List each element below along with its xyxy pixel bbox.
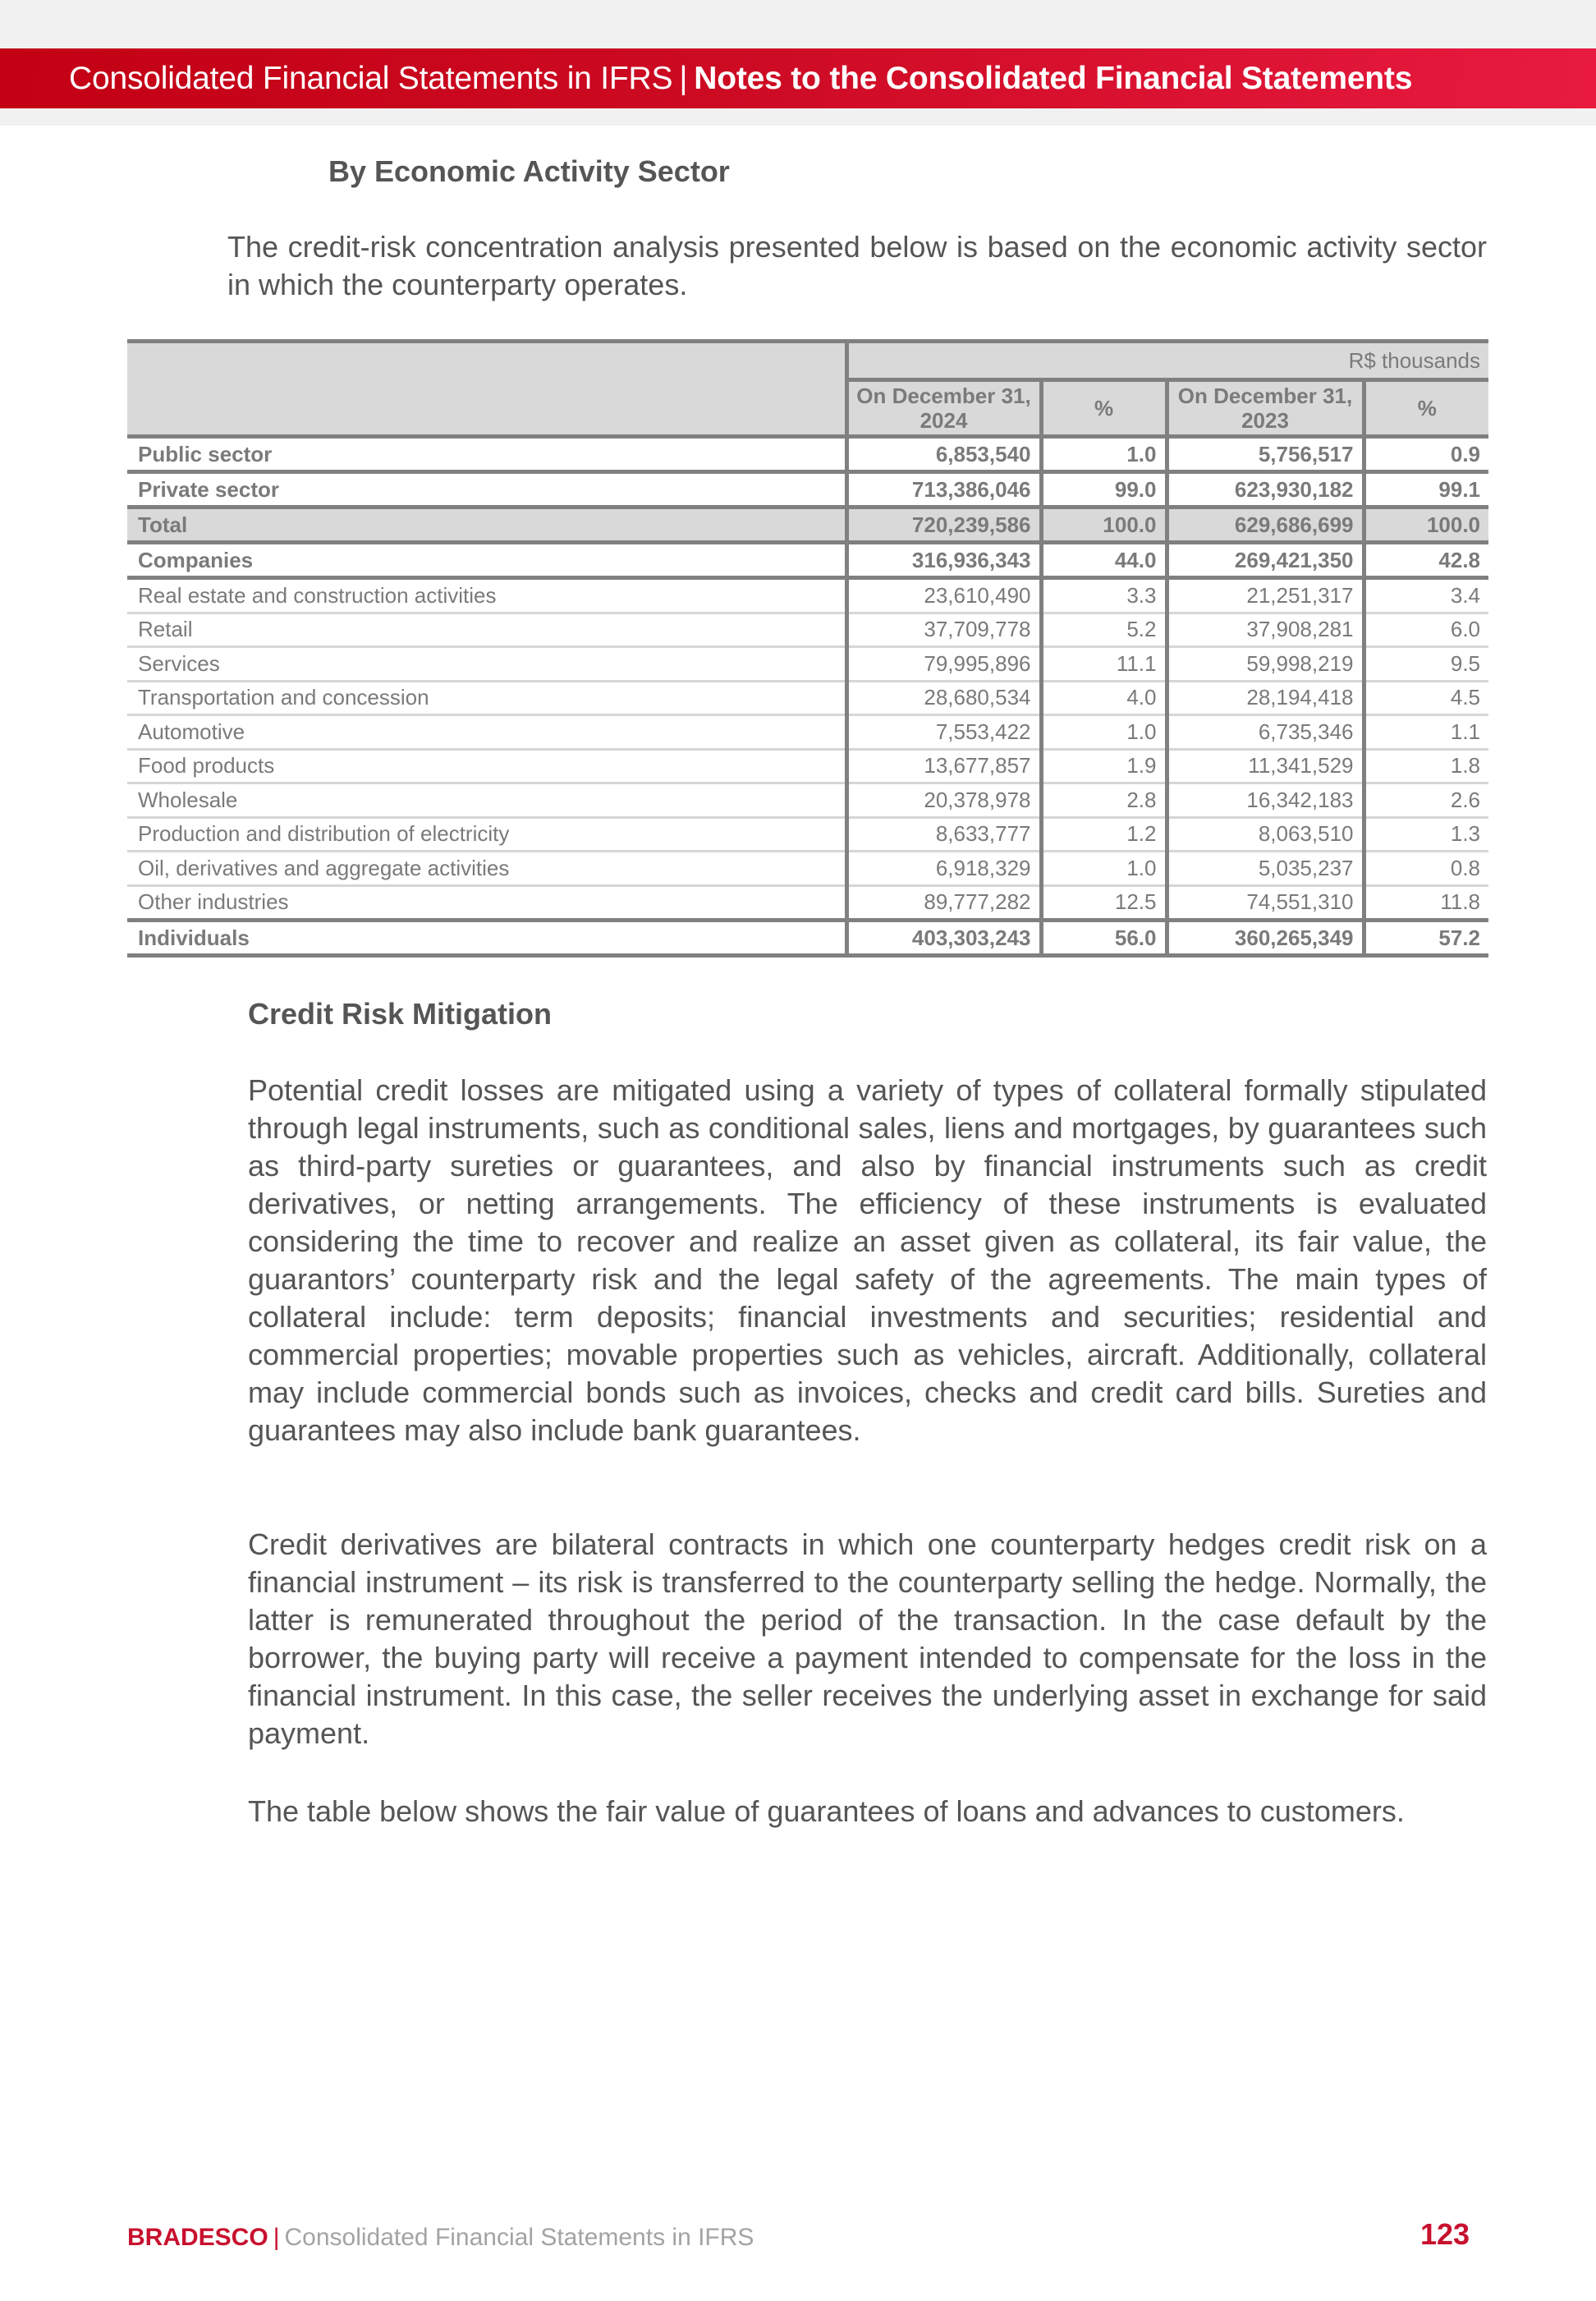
- pct-2023: 0.9: [1364, 437, 1488, 472]
- mitigation-title: Credit Risk Mitigation: [248, 997, 553, 1031]
- table-row: [127, 472, 1488, 508]
- value-2024: 13,677,857: [846, 749, 1041, 783]
- footer-brand: BRADESCO: [127, 2224, 268, 2251]
- table-row: [127, 578, 1488, 613]
- value-2024: 20,378,978: [846, 783, 1041, 818]
- page-number: 123: [1420, 2217, 1470, 2251]
- pct-2023: 100.0: [1364, 508, 1488, 543]
- pct-2023: 1.8: [1364, 749, 1488, 783]
- pct-2024: 2.8: [1041, 783, 1167, 818]
- value-2024: 316,936,343: [846, 543, 1041, 578]
- section-title: By Economic Activity Sector: [328, 154, 730, 188]
- row-label: Private sector: [127, 472, 846, 508]
- col-header-2023: On December 31, 2023: [1167, 380, 1364, 437]
- mitigation-paragraph-1: Potential credit losses are mitigated using a variety of types of collateral formally stipulated through legal instruments, such as conditional sales, liens and mortgages, by guarantees such as third-party sureties or guarantees, and also by financial instruments such as credit derivatives, or netting arrangements. The efficiency of these instruments is evaluated considering the time to recover and realize an asset given as collateral, its fair value, the guarantors’ counterparty risk and the legal safety of the agreements. The main types of collateral include: term deposits; financial investments and securities; residential and commercial properties; movable properties such as vehicles, aircraft. Additionally, collateral may include commercial bonds such as invoices, checks and credit card bills. Sureties and guarantees may also include bank guarantees.: [248, 1073, 1487, 1447]
- footer: [127, 2224, 754, 2252]
- pct-2023: 6.0: [1364, 613, 1488, 647]
- pct-2023: 3.4: [1364, 578, 1488, 613]
- table-row: [127, 817, 1488, 852]
- value-2023: 6,735,346: [1167, 715, 1364, 750]
- value-2023: 623,930,182: [1167, 472, 1364, 508]
- pct-2024: 3.3: [1041, 578, 1167, 613]
- value-2023: 5,756,517: [1167, 437, 1364, 472]
- value-2023: 269,421,350: [1167, 543, 1364, 578]
- sector-concentration-table: [127, 339, 1488, 958]
- pct-2024: 56.0: [1041, 921, 1167, 956]
- row-label: Public sector: [127, 437, 846, 472]
- value-2024: 89,777,282: [846, 885, 1041, 921]
- pct-2024: 1.9: [1041, 749, 1167, 783]
- pct-2024: 4.0: [1041, 681, 1167, 715]
- pct-2024: 1.0: [1041, 852, 1167, 886]
- pct-2024: 99.0: [1041, 472, 1167, 508]
- value-2023: 5,035,237: [1167, 852, 1364, 886]
- header-section: Consolidated Financial Statements in IFRS: [69, 60, 673, 96]
- header-subsection: Notes to the Consolidated Financial Statements: [694, 60, 1413, 96]
- value-2024: 713,386,046: [846, 472, 1041, 508]
- table-row-total: [127, 508, 1488, 543]
- pct-2023: 1.1: [1364, 715, 1488, 750]
- value-2023: 629,686,699: [1167, 508, 1364, 543]
- pct-2024: 12.5: [1041, 885, 1167, 921]
- row-label: Individuals: [127, 921, 846, 956]
- header-separator: |: [679, 60, 688, 96]
- pct-2023: 11.8: [1364, 885, 1488, 921]
- pct-2023: 9.5: [1364, 647, 1488, 682]
- table-row: [127, 852, 1488, 886]
- col-header-pct-2024: %: [1041, 380, 1167, 437]
- value-2024: 37,709,778: [846, 613, 1041, 647]
- table-row: [127, 749, 1488, 783]
- value-2024: 6,918,329: [846, 852, 1041, 886]
- col-header-2024: On December 31, 2024: [846, 380, 1041, 437]
- table-row: [127, 681, 1488, 715]
- value-2023: 16,342,183: [1167, 783, 1364, 818]
- row-label: Transportation and concession: [127, 681, 846, 715]
- value-2023: 8,063,510: [1167, 817, 1364, 852]
- table-row: [127, 715, 1488, 750]
- table-row: [127, 437, 1488, 472]
- pct-2023: 57.2: [1364, 921, 1488, 956]
- value-2023: 74,551,310: [1167, 885, 1364, 921]
- value-2023: 59,998,219: [1167, 647, 1364, 682]
- header-bar: [0, 48, 1596, 108]
- pct-2024: 44.0: [1041, 543, 1167, 578]
- row-label: Production and distribution of electricity: [127, 817, 846, 852]
- row-label: Other industries: [127, 885, 846, 921]
- value-2023: 28,194,418: [1167, 681, 1364, 715]
- value-2024: 720,239,586: [846, 508, 1041, 543]
- value-2024: 79,995,896: [846, 647, 1041, 682]
- value-2024: 6,853,540: [846, 437, 1041, 472]
- row-label: Wholesale: [127, 783, 846, 818]
- value-2024: 403,303,243: [846, 921, 1041, 956]
- table-corner-cell: [127, 342, 846, 437]
- row-label: Services: [127, 647, 846, 682]
- value-2024: 8,633,777: [846, 817, 1041, 852]
- row-label: Companies: [127, 543, 846, 578]
- pct-2023: 99.1: [1364, 472, 1488, 508]
- intro-paragraph: The credit-risk concentration analysis presented below is based on the economic activity sector in which the counterparty operates.: [227, 230, 1487, 301]
- mitigation-paragraph-3: The table below shows the fair value of guarantees of loans and advances to customers.: [248, 1794, 1405, 1828]
- table-row: [127, 613, 1488, 647]
- pct-2024: 5.2: [1041, 613, 1167, 647]
- pct-2024: 11.1: [1041, 647, 1167, 682]
- mitigation-paragraph-2: Credit derivatives are bilateral contracts in which one counterparty hedges credit risk on a financial instrument – its risk is transferred to the counterparty selling the hedge. Normally, the latter is remunerated throughout the period of the transaction. In the case default by the borrower, the buying party will receive a payment intended to compensate for the loss in the financial instrument. In this case, the seller receives the underlying asset in exchange for said payment.: [248, 1527, 1487, 1750]
- value-2023: 21,251,317: [1167, 578, 1364, 613]
- row-label: Total: [127, 508, 846, 543]
- value-2023: 11,341,529: [1167, 749, 1364, 783]
- pct-2023: 4.5: [1364, 681, 1488, 715]
- table-row: [127, 921, 1488, 956]
- units-label: R$ thousands: [846, 342, 1488, 380]
- row-label: Retail: [127, 613, 846, 647]
- table-row: [127, 885, 1488, 921]
- row-label: Real estate and construction activities: [127, 578, 846, 613]
- col-header-pct-2023: %: [1364, 380, 1488, 437]
- row-label: Oil, derivatives and aggregate activities: [127, 852, 846, 886]
- pct-2023: 42.8: [1364, 543, 1488, 578]
- pct-2024: 1.2: [1041, 817, 1167, 852]
- pct-2024: 100.0: [1041, 508, 1167, 543]
- value-2023: 37,908,281: [1167, 613, 1364, 647]
- value-2023: 360,265,349: [1167, 921, 1364, 956]
- table-row: [127, 543, 1488, 578]
- pct-2023: 0.8: [1364, 852, 1488, 886]
- row-label: Automotive: [127, 715, 846, 750]
- footer-document-title: Consolidated Financial Statements in IFRS: [284, 2224, 754, 2251]
- value-2024: 7,553,422: [846, 715, 1041, 750]
- pct-2024: 1.0: [1041, 437, 1167, 472]
- table-row: [127, 647, 1488, 682]
- pct-2023: 2.6: [1364, 783, 1488, 818]
- footer-separator: |: [273, 2224, 280, 2251]
- pct-2024: 1.0: [1041, 715, 1167, 750]
- value-2024: 23,610,490: [846, 578, 1041, 613]
- row-label: Food products: [127, 749, 846, 783]
- table-row: [127, 783, 1488, 818]
- pct-2023: 1.3: [1364, 817, 1488, 852]
- value-2024: 28,680,534: [846, 681, 1041, 715]
